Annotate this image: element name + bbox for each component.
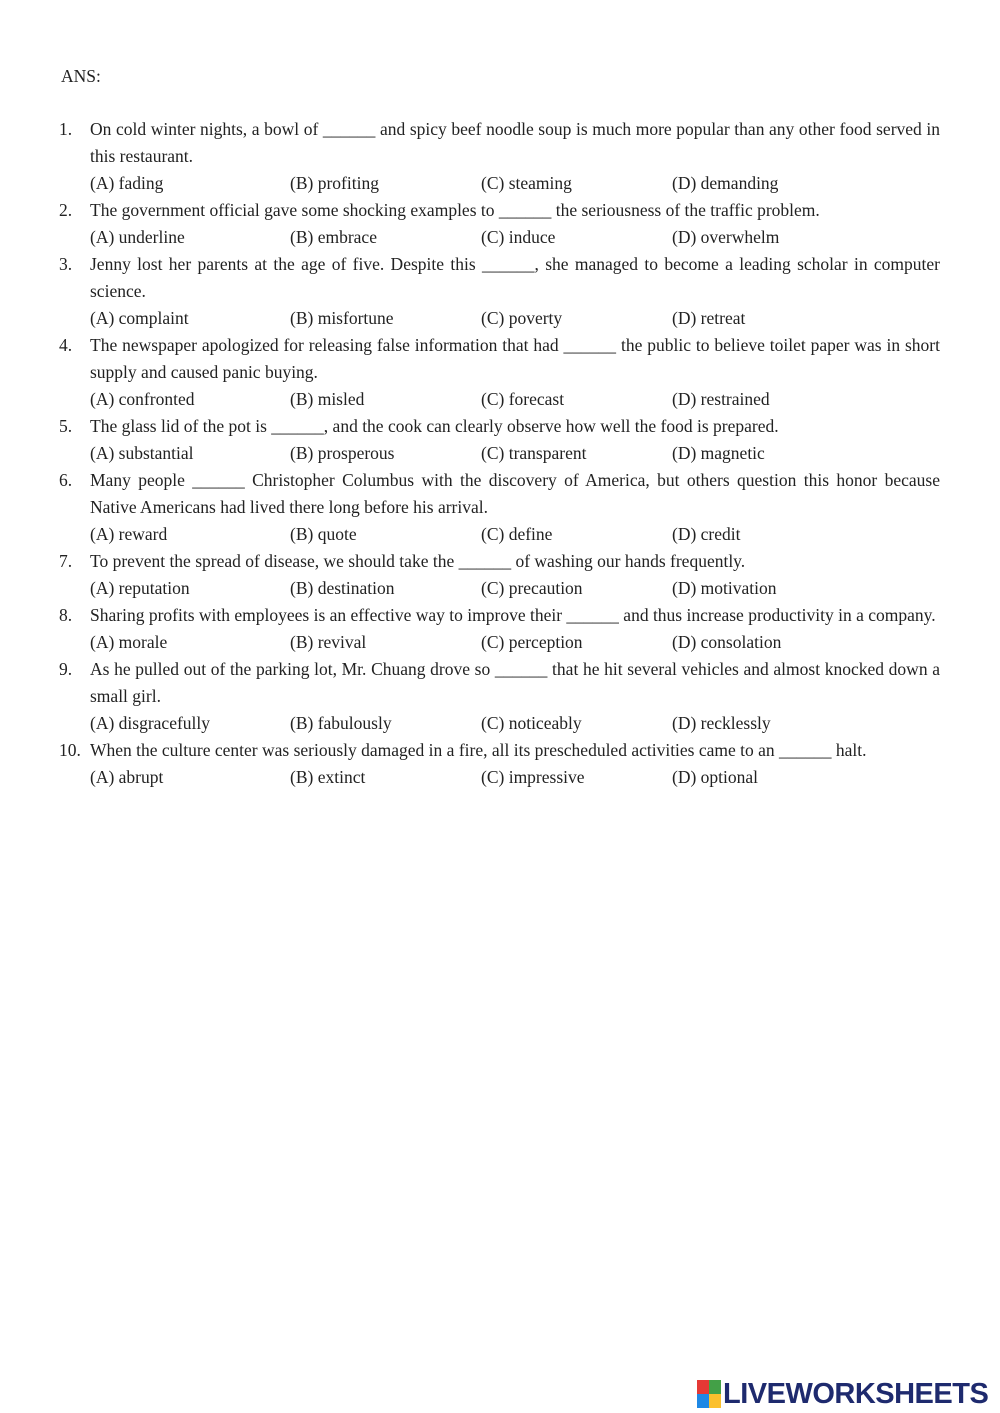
logo-square-yellow <box>709 1394 721 1408</box>
question-2 <box>59 197 940 251</box>
option-c[interactable]: (C) poverty <box>481 308 563 328</box>
option-row <box>59 521 940 548</box>
question-3 <box>59 251 940 332</box>
option-c[interactable]: (C) define <box>481 524 553 544</box>
question-text: The newspaper apologized for releasing false information that had ______ the public to believe toilet paper was in short supply and caused panic buying. <box>90 335 940 382</box>
option-d[interactable]: (D) optional <box>672 767 759 787</box>
option-c[interactable]: (C) induce <box>481 227 556 247</box>
option-c[interactable]: (C) noticeably <box>481 713 582 733</box>
option-a[interactable]: (A) substantial <box>90 443 194 463</box>
option-b[interactable]: (B) fabulously <box>290 713 392 733</box>
question-number: 8. <box>59 605 73 625</box>
option-d[interactable]: (D) consolation <box>672 632 782 652</box>
option-b[interactable]: (B) profiting <box>290 173 379 193</box>
question-number: 5. <box>59 416 73 436</box>
option-row <box>59 305 940 332</box>
option-d[interactable]: (D) magnetic <box>672 443 765 463</box>
answer-label: ANS: <box>61 66 101 86</box>
question-number: 3. <box>59 254 73 274</box>
option-b[interactable]: (B) prosperous <box>290 443 395 463</box>
option-a[interactable]: (A) abrupt <box>90 767 164 787</box>
question-5 <box>59 413 940 467</box>
question-4 <box>59 332 940 413</box>
question-text: Jenny lost her parents at the age of five. Despite this ______, she managed to become a leading scholar in computer science. <box>90 254 940 301</box>
liveworksheets-logo-icon <box>697 1380 721 1408</box>
option-d[interactable]: (D) retreat <box>672 308 746 328</box>
option-row <box>59 764 940 791</box>
option-row <box>59 170 940 197</box>
option-d[interactable]: (D) restrained <box>672 389 770 409</box>
option-c[interactable]: (C) impressive <box>481 767 585 787</box>
option-b[interactable]: (B) misfortune <box>290 308 394 328</box>
question-text: When the culture center was seriously damaged in a fire, all its prescheduled activities came to an ______ halt. <box>90 740 867 760</box>
option-a[interactable]: (A) confronted <box>90 389 195 409</box>
option-d[interactable]: (D) recklessly <box>672 713 771 733</box>
brand-name: LIVEWORKSHEETS <box>723 1377 989 1410</box>
question-text: The government official gave some shocking examples to ______ the seriousness of the traffic problem. <box>90 200 820 220</box>
option-b[interactable]: (B) quote <box>290 524 357 544</box>
liveworksheets-brand <box>697 1378 988 1410</box>
option-b[interactable]: (B) revival <box>290 632 367 652</box>
option-b[interactable]: (B) misled <box>290 389 365 409</box>
question-text: As he pulled out of the parking lot, Mr. Chuang drove so ______ that he hit several vehicles and almost knocked down a small girl. <box>90 659 940 706</box>
question-text: Many people ______ Christopher Columbus with the discovery of America, but others question this honor because Native Americans had lived there long before his arrival. <box>90 470 940 517</box>
option-c[interactable]: (C) perception <box>481 632 583 652</box>
question-number: 9. <box>59 659 73 679</box>
question-text: To prevent the spread of disease, we should take the ______ of washing our hands frequently. <box>90 551 746 571</box>
option-b[interactable]: (B) embrace <box>290 227 377 247</box>
option-c[interactable]: (C) forecast <box>481 389 565 409</box>
option-d[interactable]: (D) motivation <box>672 578 777 598</box>
question-list <box>59 116 940 791</box>
question-number: 6. <box>59 470 73 490</box>
question-text: The glass lid of the pot is ______, and the cook can clearly observe how well the food is prepared. <box>90 416 779 436</box>
question-1 <box>59 116 940 197</box>
option-c[interactable]: (C) steaming <box>481 173 572 193</box>
question-7 <box>59 548 940 602</box>
logo-square-green <box>709 1380 721 1394</box>
option-row <box>59 710 940 737</box>
question-number: 1. <box>59 119 73 139</box>
logo-square-red <box>697 1380 709 1394</box>
option-d[interactable]: (D) demanding <box>672 173 779 193</box>
option-row <box>59 440 940 467</box>
option-row <box>59 575 940 602</box>
option-a[interactable]: (A) complaint <box>90 308 189 328</box>
option-a[interactable]: (A) underline <box>90 227 185 247</box>
option-a[interactable]: (A) morale <box>90 632 168 652</box>
option-row <box>59 386 940 413</box>
question-10 <box>59 737 940 791</box>
option-c[interactable]: (C) precaution <box>481 578 583 598</box>
logo-square-blue <box>697 1394 709 1408</box>
question-number: 4. <box>59 335 73 355</box>
question-9 <box>59 656 940 737</box>
option-a[interactable]: (A) disgracefully <box>90 713 211 733</box>
option-row <box>59 629 940 656</box>
option-b[interactable]: (B) extinct <box>290 767 366 787</box>
question-number: 2. <box>59 200 73 220</box>
question-6 <box>59 467 940 548</box>
option-a[interactable]: (A) reward <box>90 524 168 544</box>
option-c[interactable]: (C) transparent <box>481 443 587 463</box>
option-d[interactable]: (D) overwhelm <box>672 227 780 247</box>
question-number: 10. <box>59 740 81 760</box>
question-text: Sharing profits with employees is an effective way to improve their ______ and thus increase productivity in a company. <box>90 605 936 625</box>
option-a[interactable]: (A) reputation <box>90 578 190 598</box>
option-d[interactable]: (D) credit <box>672 524 741 544</box>
option-a[interactable]: (A) fading <box>90 173 164 193</box>
question-text: On cold winter nights, a bowl of ______ and spicy beef noodle soup is much more popular than any other food served in this restaurant. <box>90 119 940 166</box>
option-b[interactable]: (B) destination <box>290 578 395 598</box>
question-8 <box>59 602 940 656</box>
question-number: 7. <box>59 551 73 571</box>
option-row <box>59 224 940 251</box>
